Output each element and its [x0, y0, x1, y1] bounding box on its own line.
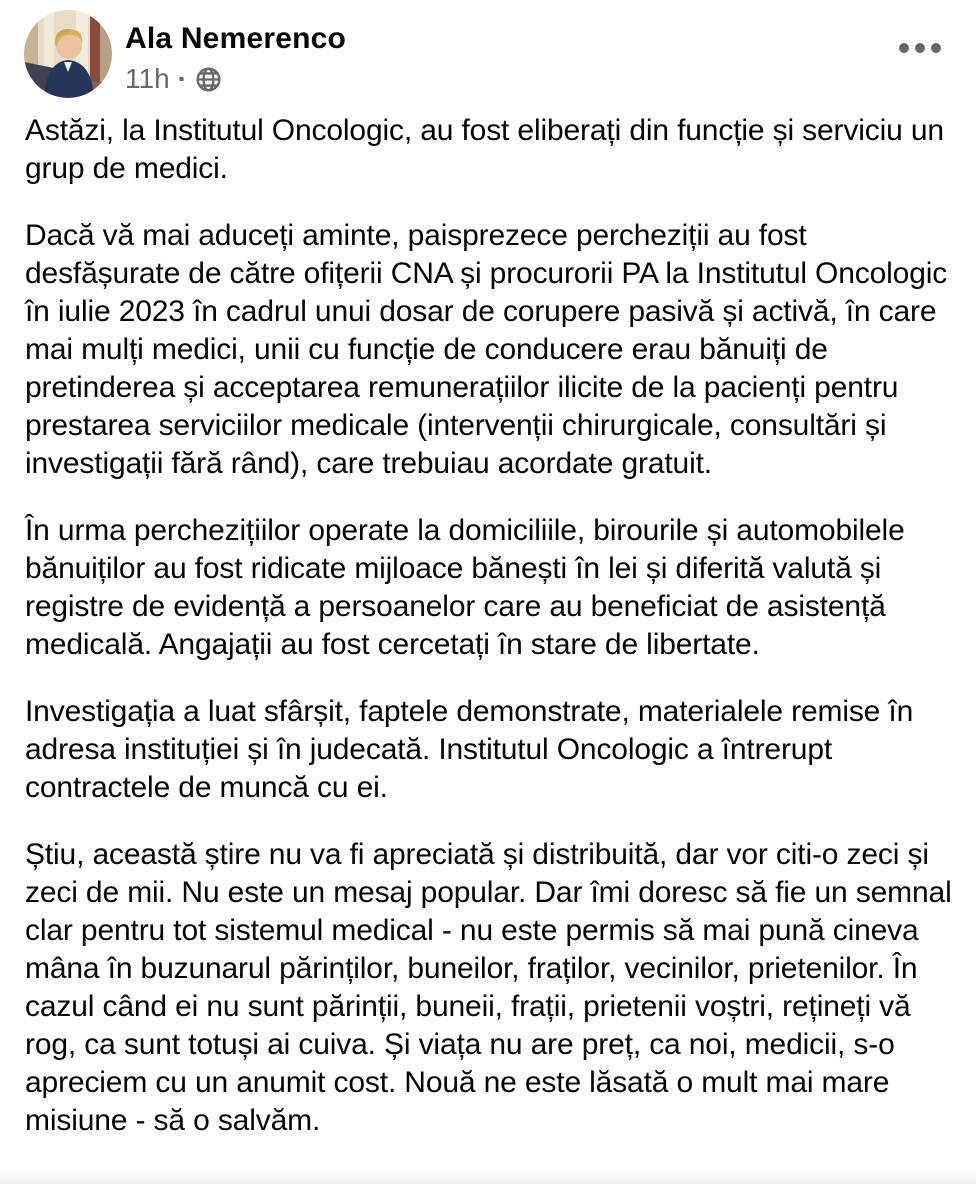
bottom-fade-divider [0, 1168, 976, 1184]
more-options-button[interactable] [892, 26, 948, 70]
globe-public-icon [195, 66, 222, 93]
avatar[interactable] [24, 10, 112, 98]
timestamp[interactable]: 11h [125, 63, 170, 94]
post-header [0, 0, 976, 98]
post-paragraph: Astăzi, la Institutul Oncologic, au fost eliberați din funcție și serviciu un grup de medici. [25, 114, 944, 185]
post-body [0, 98, 976, 1140]
author-name[interactable]: Ala Nemerenco [125, 22, 347, 55]
avatar-image [24, 10, 112, 98]
header-meta [125, 10, 346, 96]
post-paragraph: Știu, această știre nu va fi apreciată și distribuită, dar vor citi-o zeci și zeci de mii. Nu este un mesaj popular. Dar îmi doresc să fie un semnal clar pentru tot sistemul medical - nu este permis să mai pună cineva mâna în buzunarul părinților, buneilor, fraților, vecinilor, prietenilor. În cazul când ei nu sunt părinții, buneii, frații, prietenii voștri, rețineți vă rog, ca sunt totuși ai cuiva. Și viața nu are preț, ca noi, medicii, s-o apreciem cu un anumit cost. Nouă ne este lăsată o mult mai mare misiune - să o salvăm. [25, 838, 952, 1137]
post-paragraph: Investigația a luat sfârșit, faptele demonstrate, materialele remise în adresa instituției și în judecată. Institutul Oncologic a întrerupt contractele de muncă cu ei. [25, 695, 914, 804]
meta-separator: · [177, 63, 187, 94]
ellipsis-icon [899, 43, 941, 53]
post-meta[interactable] [125, 62, 346, 96]
post-paragraph: În urma perchezițiilor operate la domiciliile, birourile și automobilele bănuiților au fost ridicate mijloace bănești în lei și diferită valută și registre de evidență a persoanelor care au beneficiat de asistență medicală. Angajații au fost cercetați în stare de libertate. [25, 514, 905, 661]
post-paragraph: Dacă vă mai aduceți aminte, paisprezece percheziții au fost desfășurate de către ofițerii CNA și procurorii PA la Institutul Oncologic în iulie 2023 în cadrul unui dosar de corupere pasivă și activă, în care mai mulți medici, unii cu funcție de conducere erau bănuiți de pretinderea și acceptarea remunerațiilor ilicite de la pacienți pentru prestarea serviciilor medicale (intervenții chirurgicale, consultări și investigații fără rând), care trebuiau acordate gratuit. [25, 219, 948, 480]
